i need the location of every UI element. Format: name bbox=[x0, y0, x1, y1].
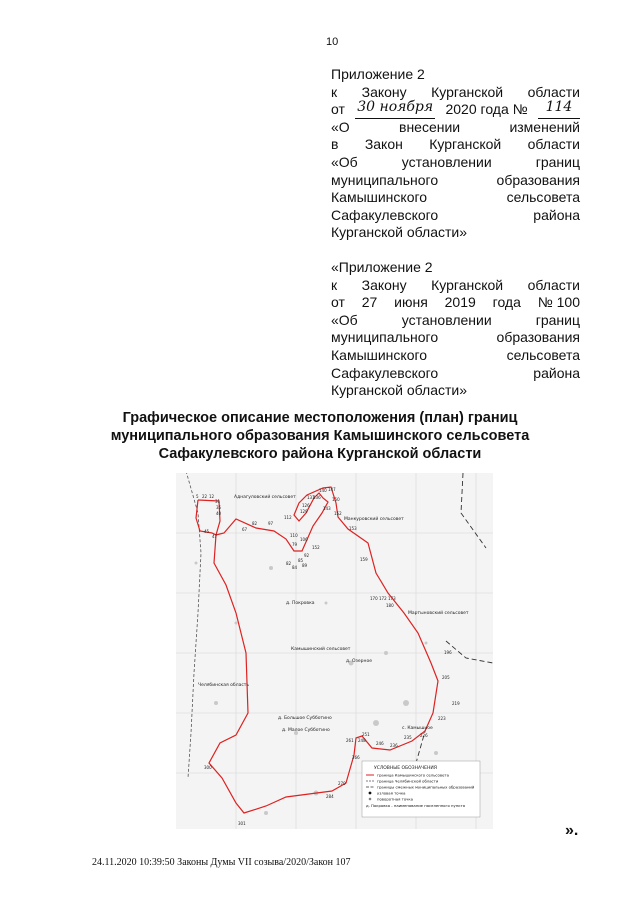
svg-text:248: 248 bbox=[358, 738, 366, 743]
svg-text:89: 89 bbox=[302, 563, 308, 568]
svg-text:112: 112 bbox=[284, 515, 292, 520]
svg-text:45: 45 bbox=[204, 529, 210, 534]
appendix-old-header: «Приложение 2 к Закону Курганской области от 27 июня 2019 года № 100 «Об установлении границ муниципального образования Камышинского сельсовета Сафакулевского района Курганской области» bbox=[331, 259, 580, 399]
svg-text:82: 82 bbox=[252, 521, 258, 526]
svg-text:140: 140 bbox=[319, 488, 327, 493]
handwritten-number: 114 bbox=[538, 101, 580, 119]
svg-text:150: 150 bbox=[332, 497, 340, 502]
svg-text:40: 40 bbox=[216, 511, 222, 516]
page-number: 10 bbox=[326, 36, 339, 48]
svg-text:узловая точка: узловая точка bbox=[377, 790, 406, 796]
handwritten-date: 30 ноября bbox=[355, 101, 435, 119]
svg-text:236: 236 bbox=[390, 743, 398, 748]
closing-quote: ». bbox=[565, 822, 579, 839]
svg-text:205: 205 bbox=[442, 675, 450, 680]
svg-text:219: 219 bbox=[452, 701, 460, 706]
svg-text:47: 47 bbox=[212, 534, 218, 539]
svg-text:92: 92 bbox=[304, 553, 310, 558]
svg-text:196: 196 bbox=[444, 650, 452, 655]
svg-text:152: 152 bbox=[334, 511, 342, 516]
svg-text:143: 143 bbox=[323, 506, 331, 511]
label-ozernoe: д. Озерное bbox=[346, 659, 372, 664]
label-maloe: д. Малое Субботино bbox=[282, 728, 330, 733]
svg-text:110: 110 bbox=[290, 533, 298, 538]
svg-text:д. Покровка - наименование нас: д. Покровка - наименование населенного пункта bbox=[366, 803, 466, 808]
label-adnagulovsky: Аднагуловский сельсовет bbox=[234, 495, 296, 500]
svg-text:226: 226 bbox=[420, 733, 428, 738]
svg-text:79: 79 bbox=[292, 542, 298, 547]
label-bolshoe: д. Большое Субботино bbox=[278, 716, 332, 721]
svg-text:300: 300 bbox=[204, 765, 212, 770]
svg-text:261: 261 bbox=[346, 738, 354, 743]
svg-text:251: 251 bbox=[362, 732, 370, 737]
svg-text:172: 172 bbox=[379, 596, 387, 601]
svg-text:180: 180 bbox=[386, 603, 394, 608]
svg-text:136: 136 bbox=[313, 495, 321, 500]
legend-title: УСЛОВНЫЕ ОБОЗНАЧЕНИЯ bbox=[374, 766, 437, 771]
svg-text:235: 235 bbox=[404, 735, 412, 740]
svg-text:173: 173 bbox=[388, 596, 396, 601]
svg-text:22: 22 bbox=[202, 494, 208, 499]
document-title: Графическое описание местоположения (план) границ муниципального образования Камышинского сельсовета Сафакулевского района Курганской области bbox=[110, 410, 530, 462]
svg-text:границы смежных муниципальных: границы смежных муниципальных образований bbox=[377, 784, 475, 790]
svg-text:поворотная точка: поворотная точка bbox=[377, 796, 414, 802]
svg-text:246: 246 bbox=[376, 741, 384, 746]
label-kamyshnoe: с. Камышное bbox=[402, 726, 433, 731]
map-legend bbox=[362, 761, 480, 817]
appendix-new-header: Приложение 2 к Закону Курганской области от 30 ноября 2020 года № 114 «О внесении изменений в Закон Курганской области «Об установлении границ муниципального образования Камышинского сельсовета Сафакулевского района Курганской области» bbox=[331, 66, 580, 241]
svg-text:12: 12 bbox=[209, 494, 215, 499]
svg-text:266: 266 bbox=[352, 755, 360, 760]
svg-text:5: 5 bbox=[196, 494, 199, 499]
svg-text:67: 67 bbox=[242, 527, 248, 532]
label-chelyabinsk: Челябинская область bbox=[198, 683, 250, 688]
svg-text:159: 159 bbox=[360, 557, 368, 562]
boundary-map bbox=[176, 473, 493, 829]
svg-text:129: 129 bbox=[300, 509, 308, 514]
svg-text:граница Челябинской области: граница Челябинской области bbox=[377, 778, 439, 784]
svg-text:147: 147 bbox=[328, 487, 336, 492]
label-kamyshinsky: Камышинский сельсовет bbox=[291, 647, 351, 652]
label-pokrovka: д. Покровка bbox=[286, 601, 315, 606]
svg-text:126: 126 bbox=[302, 503, 310, 508]
svg-text:270: 270 bbox=[338, 781, 346, 786]
appendix-title: Приложение 2 bbox=[331, 66, 425, 82]
svg-text:84: 84 bbox=[292, 565, 298, 570]
svg-text:153: 153 bbox=[349, 526, 357, 531]
label-mankurovsky: Манкуровский сельсовет bbox=[344, 517, 404, 522]
svg-text:82: 82 bbox=[286, 561, 292, 566]
svg-text:31: 31 bbox=[215, 499, 221, 504]
svg-text:170: 170 bbox=[370, 596, 378, 601]
footer-stamp: 24.11.2020 10:39:50 Законы Думы VII созыва/2020/Закон 107 bbox=[92, 857, 351, 868]
svg-text:граница Камышинского сельсовет: граница Камышинского сельсовета bbox=[377, 772, 449, 778]
svg-text:97: 97 bbox=[268, 521, 274, 526]
map-svg bbox=[176, 473, 493, 829]
svg-text:131: 131 bbox=[307, 495, 315, 500]
svg-text:106: 106 bbox=[300, 537, 308, 542]
svg-text:223: 223 bbox=[438, 716, 446, 721]
svg-text:152: 152 bbox=[312, 545, 320, 550]
svg-text:301: 301 bbox=[238, 821, 246, 826]
label-martynovsky: Мартыновский сельсовет bbox=[408, 611, 469, 616]
svg-text:284: 284 bbox=[326, 794, 334, 799]
svg-text:35: 35 bbox=[216, 505, 222, 510]
svg-text:85: 85 bbox=[298, 558, 304, 563]
